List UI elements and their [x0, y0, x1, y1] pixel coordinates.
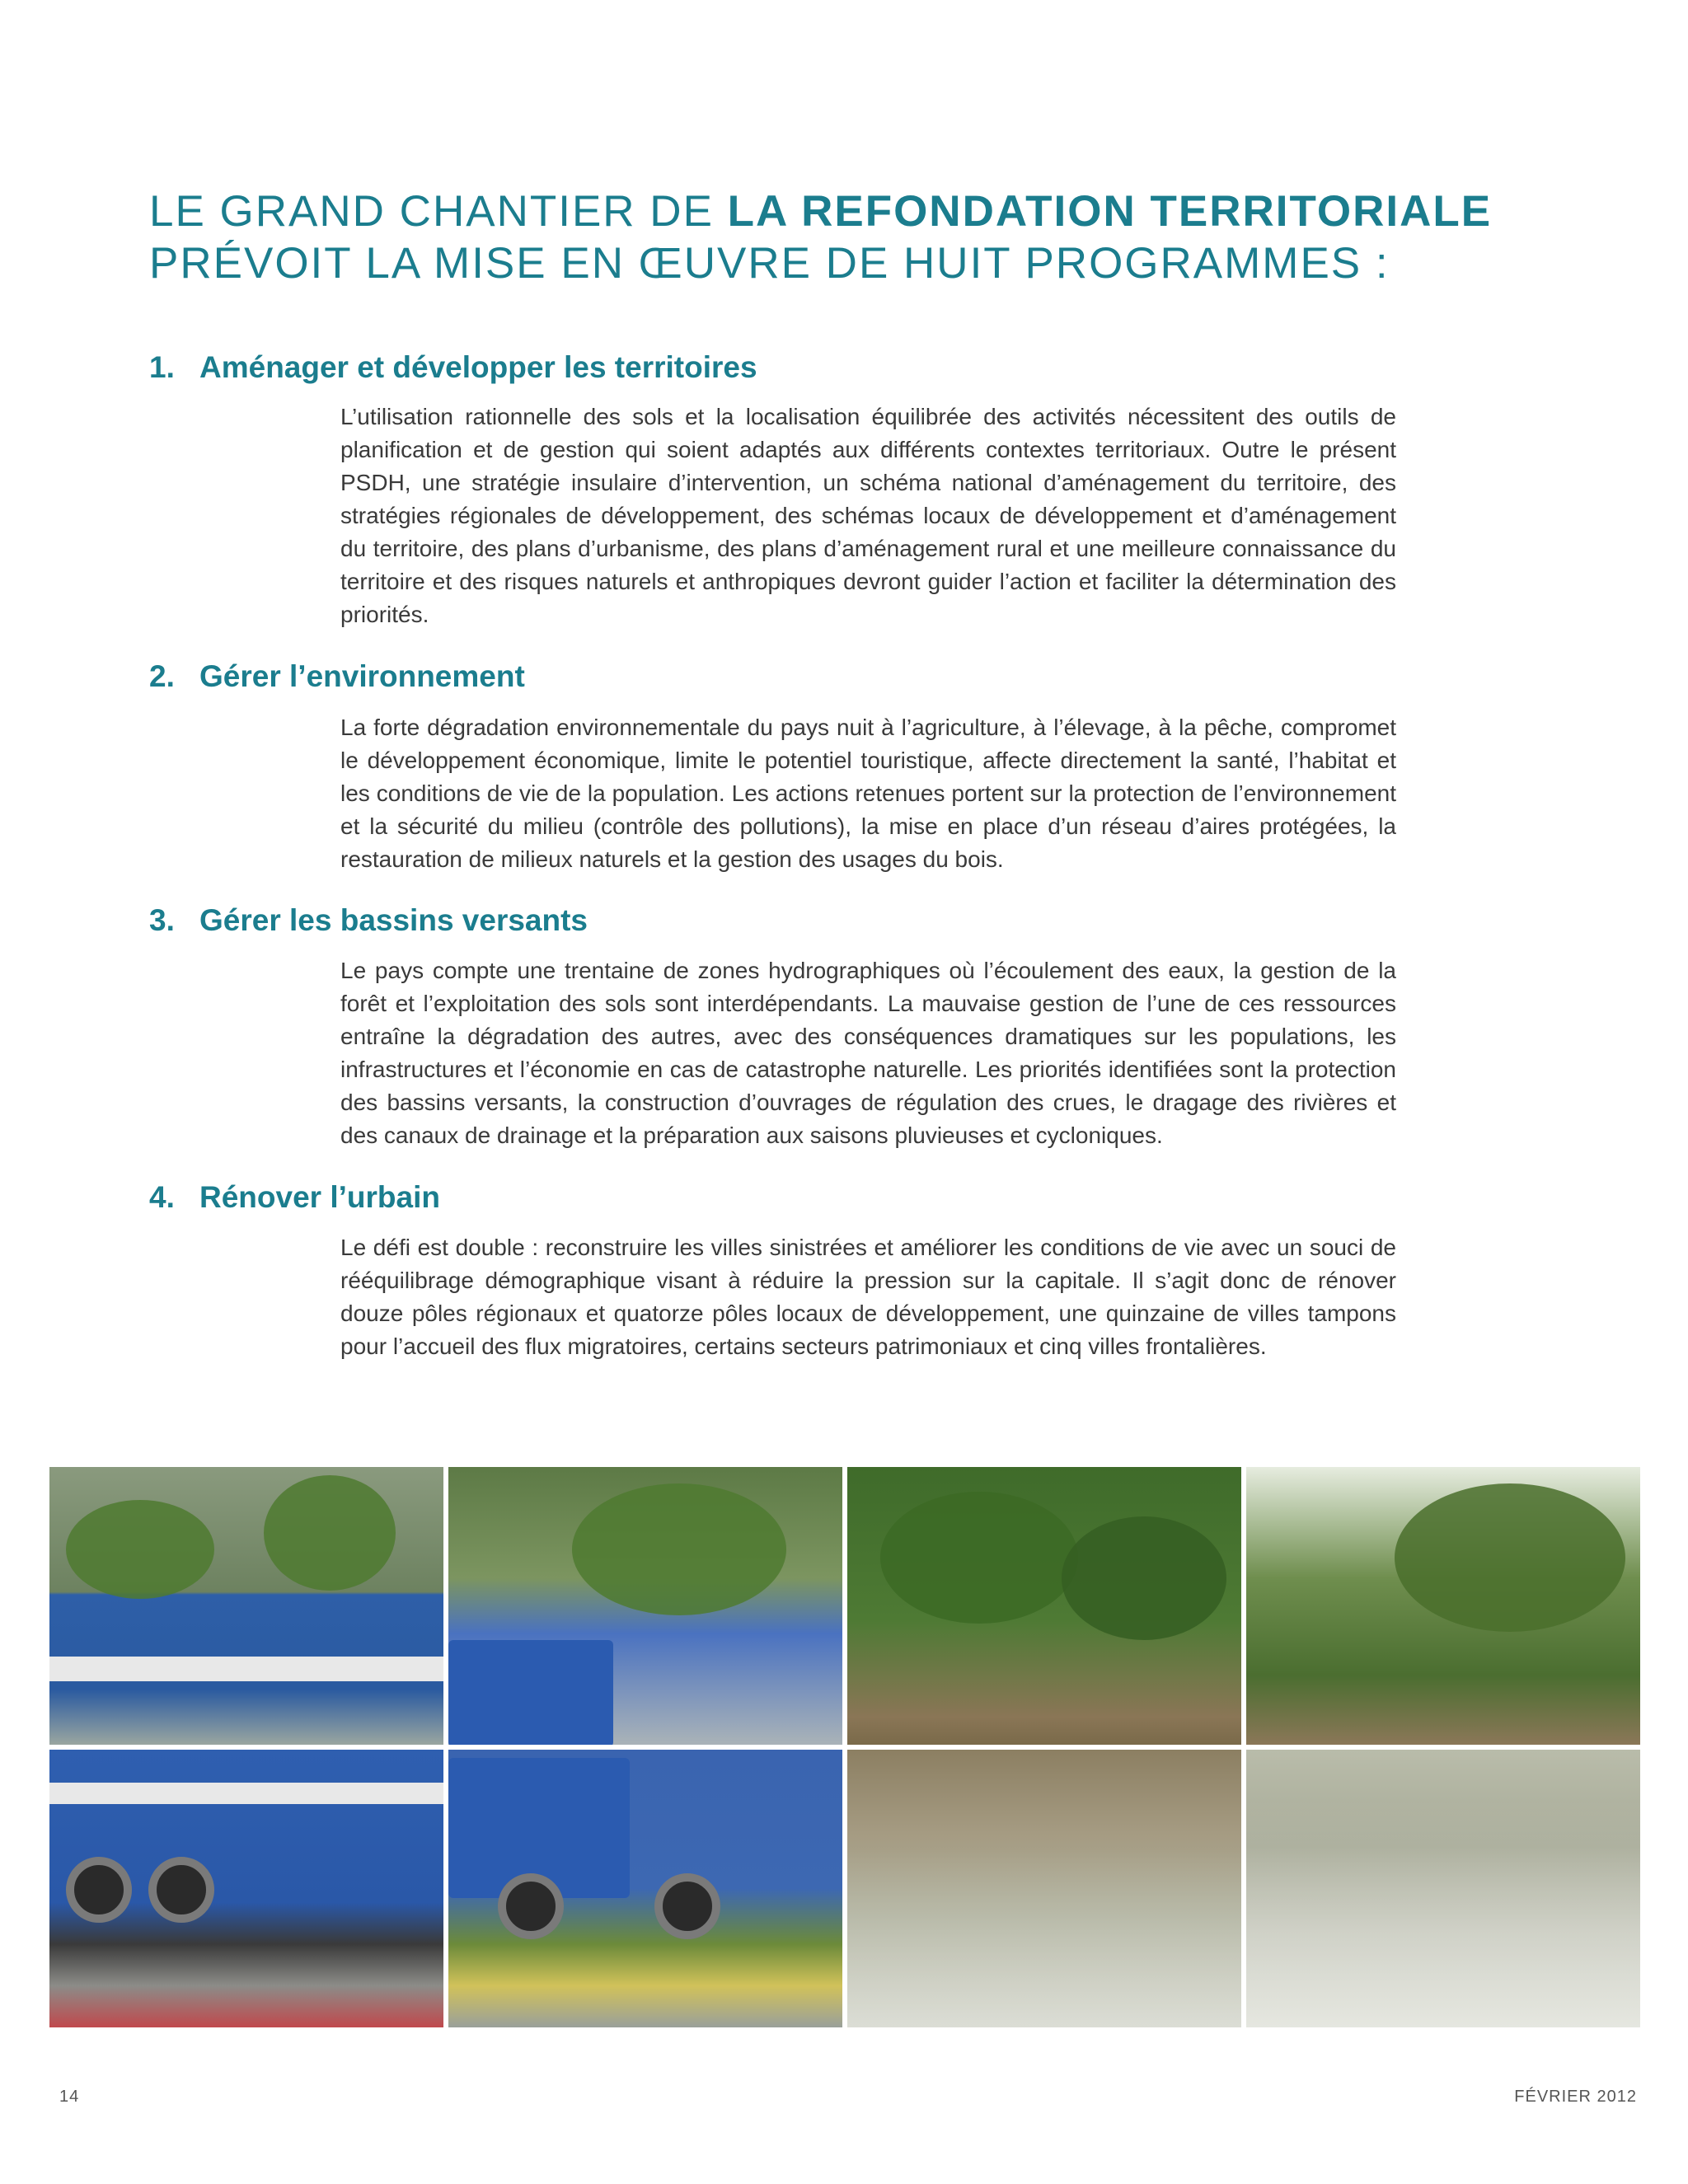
truck-stripe: [49, 1783, 443, 1804]
tree-foliage: [572, 1483, 786, 1615]
program-body-2: La forte dégradation environnementale du pays nuit à l’agriculture, à l’élevage, à la pêche, compromet le développement économique, limite le potentiel touristique, affecte directement la santé, l’habitat et les conditions de vie de la population. Les actions retenues portent sur la protection de l’environnement et la sécurité du milieu (contrôle des pollutions), la mise en place d’un réseau d’aires protégées, la restauration de milieux naturels et la gestion des usages du bois.: [340, 715, 1396, 872]
publication-date: FÉVRIER 2012: [1514, 2088, 1637, 2106]
title-line2: PRÉVOIT LA MISE EN ŒUVRE DE HUIT PROGRAMMES :: [149, 239, 1390, 288]
truck-wheel: [654, 1873, 720, 1939]
truck-wheel: [66, 1857, 132, 1923]
page-title: [149, 185, 1567, 289]
program-heading-3: [149, 902, 588, 939]
page-number: 14: [59, 2088, 80, 2106]
tree-foliage: [66, 1500, 214, 1599]
program-body-1: L’utilisation rationnelle des sols et la localisation équilibrée des activités nécessitent des outils de planification et de gestion qui soient adaptés aux différents contextes territoriaux. Outre le présent PSDH, une stratégie insulaire d’intervention, un schéma national d’aménagement du territoire, des stratégies régionales de développement, des schémas locaux de développement et d’aménagement du territoire, des plans d’urbanisme, des plans d’aménagement rural et une meilleure connaissance du territoire et des risques naturels et anthropiques devront guider l’action et faciliter la détermination des priorités.: [340, 404, 1396, 627]
photo-river-bottom: [847, 1750, 1241, 2027]
program-number-4: 4.: [149, 1180, 175, 1214]
program-heading-1: [149, 349, 757, 386]
truck-wheel: [148, 1857, 214, 1923]
photo-truck-bottom-left: [49, 1750, 443, 2027]
photo-river-trees-top: [1246, 1467, 1640, 1745]
program-number-3: 3.: [149, 903, 175, 937]
photo-truck-top-mid: [448, 1467, 842, 1745]
water-surface: [847, 1849, 1241, 2027]
program-number-2: 2.: [149, 659, 175, 693]
tree-foliage: [1395, 1483, 1625, 1632]
tree-foliage: [1062, 1516, 1226, 1640]
program-heading-text-1: Aménager et développer les territoires: [199, 350, 757, 384]
program-body-3: Le pays compte une trentaine de zones hydrographiques où l’écoulement des eaux, la gestion de la forêt et l’exploitation des sols sont interdépendants. La mauvaise gestion de l’une de ces ressources entraîne la dégradation des autres, avec des conséquences dramatiques sur les populations, les infrastructures et l’économie en cas de catastrophe naturelle. Les priorités identifiées sont la protection des bassins versants, la construction d’ouvrages de régulation des crues, le dragage des rivières et des canaux de drainage et la préparation aux saisons pluvieuses et cycloniques.: [340, 958, 1396, 1148]
truck-stripe: [49, 1657, 443, 1681]
truck-cab: [448, 1640, 613, 1745]
program-number-1: 1.: [149, 350, 175, 384]
water-surface: [1246, 1799, 1640, 2027]
program-body-4: Le défi est double : reconstruire les villes sinistrées et améliorer les conditions de vie avec un souci de rééquilibrage démographique visant à réduire la pression sur la capitale. Il s’agit donc de rénover douze pôles régionaux et quatorze pôles locaux de développement, une quinzaine de villes tampons pour l’accueil des flux migratoires, certains secteurs patrimoniaux et cinq villes frontalières.: [340, 1235, 1396, 1359]
title-line1-bold: LA REFONDATION TERRITORIALE: [727, 187, 1493, 236]
program-heading-text-4: Rénover l’urbain: [199, 1180, 440, 1214]
photo-river-bottom-right: [1246, 1750, 1640, 2027]
truck-wheel: [498, 1873, 564, 1939]
tree-foliage: [264, 1475, 396, 1591]
program-heading-4: [149, 1179, 440, 1216]
photo-grid: [49, 1467, 1640, 2027]
program-heading-text-2: Gérer l’environnement: [199, 659, 525, 693]
photo-truck-bottom-mid: [448, 1750, 842, 2027]
program-heading-text-3: Gérer les bassins versants: [199, 903, 588, 937]
photo-truck-top-left: [49, 1467, 443, 1745]
tree-foliage: [880, 1492, 1078, 1624]
program-heading-2: [149, 658, 525, 695]
title-line1-regular: LE GRAND CHANTIER DE: [149, 187, 728, 236]
photo-riverbank-top: [847, 1467, 1241, 1745]
